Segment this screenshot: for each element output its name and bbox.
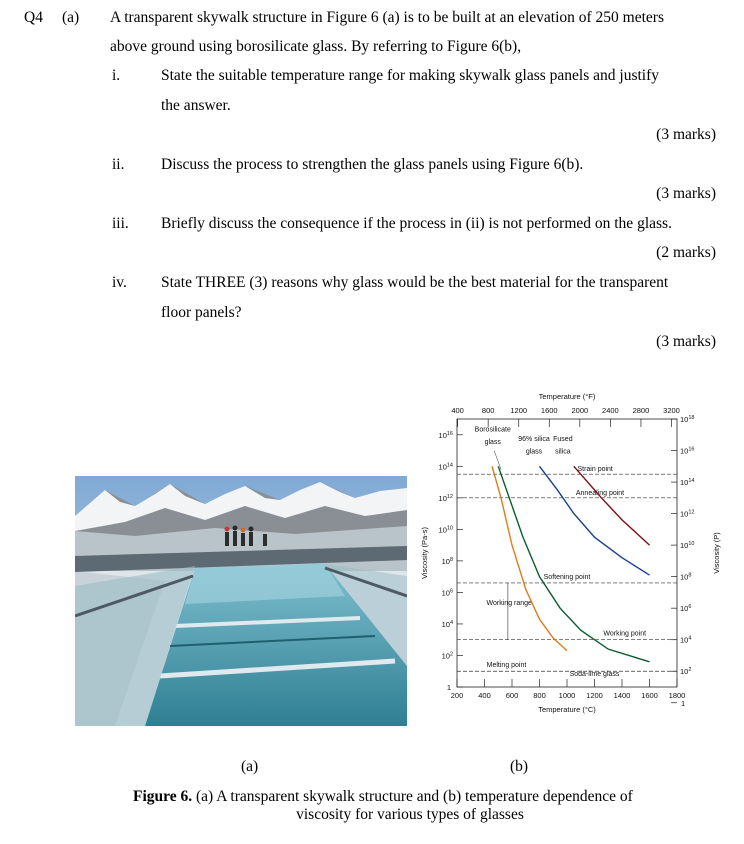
reference-label: Softening point bbox=[543, 573, 591, 581]
item-number-ii: ii. bbox=[112, 156, 125, 173]
x-axis-title: Temperature (°C) bbox=[538, 705, 596, 714]
y-tick-label-left: $10^8$ bbox=[441, 556, 453, 566]
y-tick-label-left: $10^{12}$ bbox=[438, 493, 453, 503]
series-label-leader bbox=[494, 451, 501, 470]
question-intro-line2: above ground using borosilicate glass. By referring to Figure 6(b), bbox=[110, 38, 522, 55]
item-ii-line1: Discuss the process to strengthen the glass panels using Figure 6(b). bbox=[161, 156, 584, 173]
y-tick-label-right: $10^8$ bbox=[680, 572, 692, 582]
question-number: Q4 bbox=[24, 9, 43, 26]
series-label: silica bbox=[555, 448, 571, 456]
x-tick-label: 1400 bbox=[613, 691, 631, 700]
question-part: (a) bbox=[62, 9, 80, 26]
y-tick-label-right: $10^{18}$ bbox=[680, 415, 695, 424]
reference-label: Strain point bbox=[577, 466, 613, 474]
y-tick-label-left: $10^4$ bbox=[441, 619, 453, 629]
item-ii-marks: (3 marks) bbox=[656, 185, 716, 202]
reference-label: Annealing point bbox=[575, 489, 625, 497]
top-tick-label: 800 bbox=[481, 406, 495, 415]
y-tick-label-right: $10^{14}$ bbox=[680, 478, 695, 488]
plot-frame bbox=[457, 419, 677, 687]
x-tick-label: 1200 bbox=[586, 691, 603, 700]
top-tick-label: 2400 bbox=[602, 406, 619, 415]
y-tick-label-right: 1 bbox=[681, 698, 686, 708]
y-tick-label-left: $10^{10}$ bbox=[438, 525, 453, 535]
question-intro-line1: A transparent skywalk structure in Figure 6 (a) is to be built at an elevation of 250 meters bbox=[110, 9, 664, 26]
item-number-iv: iv. bbox=[112, 274, 127, 291]
series-line bbox=[574, 466, 650, 545]
x-tick-label: 400 bbox=[478, 691, 491, 700]
skywalk-photo bbox=[75, 476, 407, 726]
series-label: 96% silica bbox=[518, 436, 550, 444]
figure-caption-line2: viscosity for various types of glasses bbox=[296, 806, 524, 823]
figure-caption-text: (a) A transparent skywalk structure and (b) temperature dependence of bbox=[196, 788, 633, 805]
item-iii-marks: (2 marks) bbox=[656, 244, 716, 261]
y-axis-title-left: Viscosity (Pa-s) bbox=[420, 527, 429, 579]
top-tick-label: 1600 bbox=[540, 406, 558, 415]
y-tick-label-right: $10^4$ bbox=[680, 635, 692, 645]
y-tick-label-left: 1 bbox=[446, 683, 451, 692]
reference-label: Working point bbox=[603, 630, 647, 638]
viscosity-chart bbox=[415, 385, 730, 730]
series-label: Soda-lime glass bbox=[569, 670, 620, 678]
y-tick-label-left: $10^{16}$ bbox=[438, 430, 453, 440]
x-tick-label: 600 bbox=[505, 691, 519, 700]
item-i-line1: State the suitable temperature range for making skywalk glass panels and justify bbox=[161, 67, 660, 84]
x-tick-label: 1800 bbox=[668, 691, 686, 700]
working-range-label: Working range bbox=[486, 600, 532, 608]
reference-label: Melting point bbox=[486, 662, 527, 670]
x-tick-label: 1000 bbox=[558, 691, 576, 700]
figure-caption-label: Figure 6. bbox=[133, 788, 193, 805]
top-axis-title: Temperature (°F) bbox=[538, 392, 596, 401]
top-tick-label: 1200 bbox=[510, 406, 528, 415]
subfigure-label-a: (a) bbox=[241, 758, 259, 775]
y-tick-label-right: $10^6$ bbox=[680, 604, 692, 614]
x-tick-label: 1600 bbox=[641, 691, 658, 700]
series-label: Fused bbox=[553, 436, 573, 444]
top-tick-label: 2800 bbox=[632, 406, 650, 415]
top-tick-label: 3200 bbox=[663, 406, 680, 415]
y-tick-label-left: $10^6$ bbox=[441, 588, 453, 598]
figure-caption-line1 bbox=[133, 788, 633, 806]
y-tick-label-right: $10^2$ bbox=[680, 667, 692, 677]
series-line bbox=[492, 466, 567, 650]
y-axis-title-right: Viscosity (P) bbox=[712, 532, 721, 574]
item-iv-marks: (3 marks) bbox=[656, 333, 716, 350]
y-tick-label-right: $10^{10}$ bbox=[680, 541, 695, 551]
item-number-i: i. bbox=[112, 67, 121, 84]
x-tick-label: 200 bbox=[450, 691, 464, 700]
y-tick-label-left: $10^{14}$ bbox=[438, 462, 453, 472]
series-label: glass bbox=[525, 448, 543, 456]
x-tick-label: 800 bbox=[533, 691, 546, 700]
item-i-marks: (3 marks) bbox=[656, 126, 716, 143]
series-label: glass bbox=[484, 439, 501, 447]
subfigure-label-b: (b) bbox=[510, 758, 529, 775]
series-line bbox=[540, 466, 650, 575]
top-tick-label: 400 bbox=[451, 406, 464, 415]
item-iii-line1: Briefly discuss the consequence if the process in (ii) is not performed on the glass. bbox=[161, 215, 672, 232]
y-tick-label-left: $10^2$ bbox=[441, 651, 453, 661]
item-number-iii: iii. bbox=[112, 215, 129, 232]
series-label: Borosilicate bbox=[474, 426, 511, 434]
y-tick-label-right: $10^{16}$ bbox=[680, 446, 695, 456]
item-iv-line1: State THREE (3) reasons why glass would be the best material for the transparent bbox=[161, 274, 669, 291]
item-iv-line2: floor panels? bbox=[161, 304, 242, 321]
item-i-line2: the answer. bbox=[161, 97, 231, 114]
top-tick-label: 2000 bbox=[571, 406, 589, 415]
y-tick-label-right: $10^{12}$ bbox=[680, 509, 695, 519]
